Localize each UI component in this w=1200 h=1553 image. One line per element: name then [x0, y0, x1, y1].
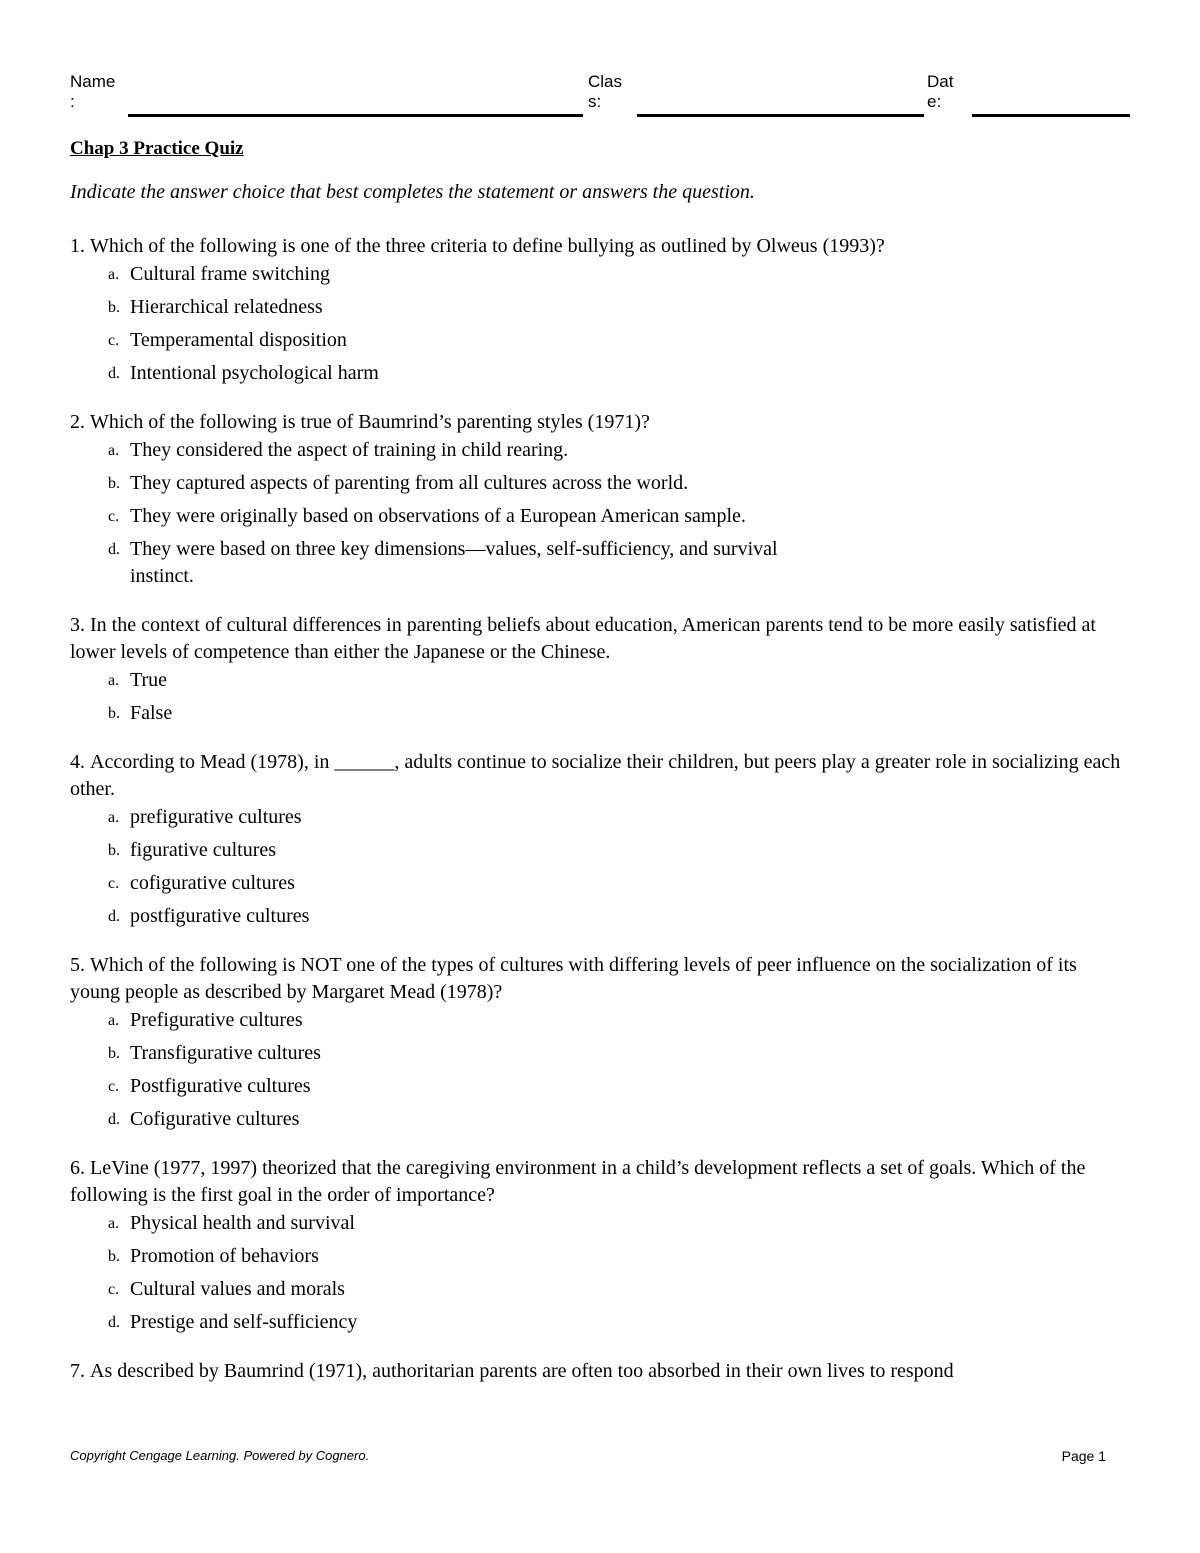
question-item	[70, 952, 1130, 1133]
choice-list	[70, 667, 1130, 727]
answer-choice[interactable]	[70, 903, 1130, 930]
answer-choice[interactable]	[70, 1276, 1130, 1303]
question-item	[70, 1358, 1130, 1385]
question-number: 4 .	[70, 751, 85, 773]
choice-letter: d .	[108, 536, 130, 590]
answer-choice[interactable]	[70, 870, 1130, 897]
class-label-line2: s:	[588, 92, 602, 111]
answer-choice[interactable]	[70, 437, 1130, 464]
choice-letter: b .	[108, 470, 130, 497]
footer-page-number: Page 1	[1061, 1448, 1106, 1464]
choice-text: prefigurative cultures	[130, 806, 302, 828]
choice-text: Physical health and survival	[130, 1212, 355, 1234]
choice-text: Temperamental disposition	[130, 329, 347, 351]
choice-text: Prefigurative cultures	[130, 1009, 303, 1031]
choice-letter: a .	[108, 1210, 130, 1237]
quiz-title: Chap 3 Practice Quiz	[70, 138, 244, 159]
answer-choice[interactable]	[70, 503, 1130, 530]
choice-list	[70, 437, 1130, 590]
question-text: Which of the following is true of Baumrind’s parenting styles (1971)?	[90, 411, 650, 433]
choice-list	[70, 804, 1130, 930]
choice-text: They considered the aspect of training in child rearing.	[130, 439, 569, 461]
choice-text: False	[130, 702, 173, 724]
question-number: 2 .	[70, 411, 85, 433]
date-field-line[interactable]	[972, 114, 1130, 117]
date-label-line2: e:	[927, 92, 942, 111]
answer-choice[interactable]	[70, 1073, 1130, 1100]
answer-choice[interactable]	[70, 1309, 1130, 1336]
answer-choice[interactable]	[70, 1106, 1130, 1133]
choice-list	[70, 1007, 1130, 1133]
choice-text: True	[130, 669, 168, 691]
answer-choice[interactable]	[70, 294, 1130, 321]
question-item	[70, 749, 1130, 930]
choice-letter: c .	[108, 870, 130, 897]
answer-choice[interactable]	[70, 804, 1130, 831]
question-text-block	[70, 233, 1130, 260]
choice-letter: b .	[108, 700, 130, 727]
choice-text: figurative cultures	[130, 839, 277, 861]
answer-choice[interactable]	[70, 470, 1130, 497]
question-text: According to Mead (1978), in ______, adults continue to socialize their children, but peers play a greater role in socializing each other.	[70, 751, 1121, 800]
choice-letter: c .	[108, 503, 130, 530]
choice-text: cofigurative cultures	[130, 872, 295, 894]
choice-letter: b .	[108, 837, 130, 864]
class-field-line[interactable]	[637, 114, 924, 117]
choice-text: postfigurative cultures	[130, 905, 310, 927]
choice-letter: d .	[108, 360, 130, 387]
choice-text: Cofigurative cultures	[130, 1108, 300, 1130]
name-label	[70, 72, 115, 112]
question-list	[70, 233, 1130, 1407]
name-label-line1: Name	[70, 72, 116, 91]
choice-text: Hierarchical relatedness	[130, 296, 323, 318]
question-text: Which of the following is one of the three criteria to define bullying as outlined by Olweus (1993)?	[90, 235, 885, 257]
choice-letter: b .	[108, 294, 130, 321]
date-label	[927, 72, 953, 112]
question-number: 5 .	[70, 954, 85, 976]
answer-choice[interactable]	[70, 667, 1130, 694]
question-text-block	[70, 952, 1130, 1006]
question-text-block	[70, 409, 1130, 436]
question-item	[70, 1155, 1130, 1336]
question-item	[70, 233, 1130, 387]
question-number: 7 .	[70, 1360, 85, 1382]
question-item	[70, 612, 1130, 727]
date-label-line1: Dat	[927, 72, 954, 91]
choice-letter: d .	[108, 1106, 130, 1133]
choice-list	[70, 261, 1130, 387]
choice-text: They captured aspects of parenting from all cultures across the world.	[130, 472, 689, 494]
choice-letter: c .	[108, 1073, 130, 1100]
question-number: 6 .	[70, 1157, 85, 1179]
quiz-instructions: Indicate the answer choice that best completes the statement or answers the question.	[70, 181, 755, 203]
question-text-block	[70, 612, 1130, 666]
answer-choice[interactable]	[70, 1040, 1130, 1067]
choice-text: Prestige and self-sufficiency	[130, 1311, 358, 1333]
question-text: As described by Baumrind (1971), authoritarian parents are often too absorbed in their own lives to respond	[90, 1360, 954, 1382]
question-number: 1 .	[70, 235, 85, 257]
choice-letter: a .	[108, 667, 130, 694]
question-text: In the context of cultural differences in parenting beliefs about education, American parents tend to be more easily satisfied at lower levels of competence than either the Japanese or the Chinese.	[70, 614, 1096, 663]
choice-text: Postfigurative cultures	[130, 1075, 311, 1097]
answer-choice[interactable]	[70, 837, 1130, 864]
name-field-line[interactable]	[128, 114, 583, 117]
name-label-line2: :	[70, 92, 75, 111]
choice-letter: a .	[108, 437, 130, 464]
question-text-block	[70, 1155, 1130, 1209]
answer-choice[interactable]	[70, 536, 1130, 590]
choice-list	[70, 1210, 1130, 1336]
choice-text: Cultural values and morals	[130, 1278, 345, 1300]
answer-choice[interactable]	[70, 700, 1130, 727]
choice-text: Transfigurative cultures	[130, 1042, 321, 1064]
question-text-block	[70, 749, 1130, 803]
question-text-block	[70, 1358, 1130, 1385]
choice-letter: d .	[108, 1309, 130, 1336]
choice-text: Cultural frame switching	[130, 263, 330, 285]
question-number: 3 .	[70, 614, 85, 636]
choice-text: Intentional psychological harm	[130, 362, 379, 384]
answer-choice[interactable]	[70, 1210, 1130, 1237]
question-item	[70, 409, 1130, 590]
answer-choice[interactable]	[70, 327, 1130, 354]
choice-letter: d .	[108, 903, 130, 930]
answer-choice[interactable]	[70, 1007, 1130, 1034]
choice-letter: a .	[108, 261, 130, 288]
answer-choice[interactable]	[70, 261, 1130, 288]
choice-text: They were originally based on observations of a European American sample.	[130, 505, 746, 527]
choice-letter: a .	[108, 1007, 130, 1034]
class-label	[588, 72, 622, 112]
question-text: Which of the following is NOT one of the types of cultures with differing levels of peer influence on the socialization of its young people as described by Margaret Mead (1978)?	[70, 954, 1077, 1003]
choice-letter: a .	[108, 804, 130, 831]
choice-letter: c .	[108, 1276, 130, 1303]
choice-letter: c .	[108, 327, 130, 354]
footer-copyright: Copyright Cengage Learning. Powered by Cognero.	[70, 1448, 370, 1463]
choice-letter: b .	[108, 1040, 130, 1067]
answer-choice[interactable]	[70, 1243, 1130, 1270]
choice-text: They were based on three key dimensions—values, self-sufficiency, and survival instinct.	[130, 538, 778, 587]
question-text: LeVine (1977, 1997) theorized that the caregiving environment in a child’s development reflects a set of goals. Which of the following is the first goal in the order of importance?	[70, 1157, 1086, 1206]
choice-text: Promotion of behaviors	[130, 1245, 319, 1267]
answer-choice[interactable]	[70, 360, 1130, 387]
class-label-line1: Clas	[588, 72, 623, 91]
choice-letter: b .	[108, 1243, 130, 1270]
